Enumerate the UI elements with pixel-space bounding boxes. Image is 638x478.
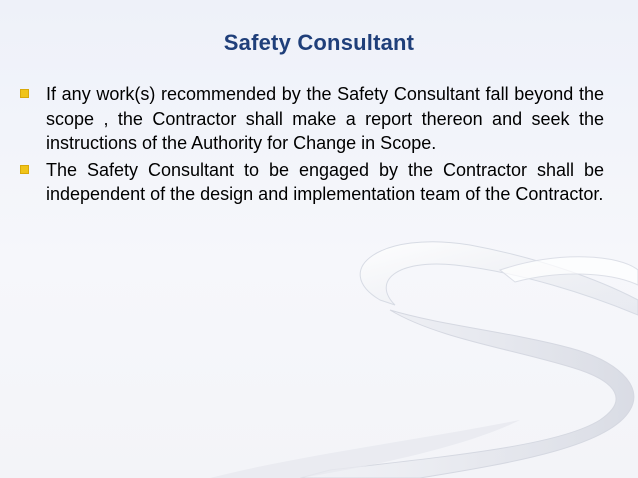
bullet-text: If any work(s) recommended by the Safety Consultant fall beyond the scope , the Contractor shall make a report thereon and seek the instructions of the Authority for Change in Scope. <box>46 84 604 153</box>
bullet-item <box>20 158 604 207</box>
square-bullet-icon <box>20 165 29 174</box>
bullet-list <box>20 82 604 209</box>
bullet-item <box>20 82 604 156</box>
square-bullet-icon <box>20 89 29 98</box>
slide-title: Safety Consultant <box>223 30 415 55</box>
bullet-text: The Safety Consultant to be engaged by the Contractor shall be independent of the design and implementation team of the Contractor. <box>46 159 604 204</box>
